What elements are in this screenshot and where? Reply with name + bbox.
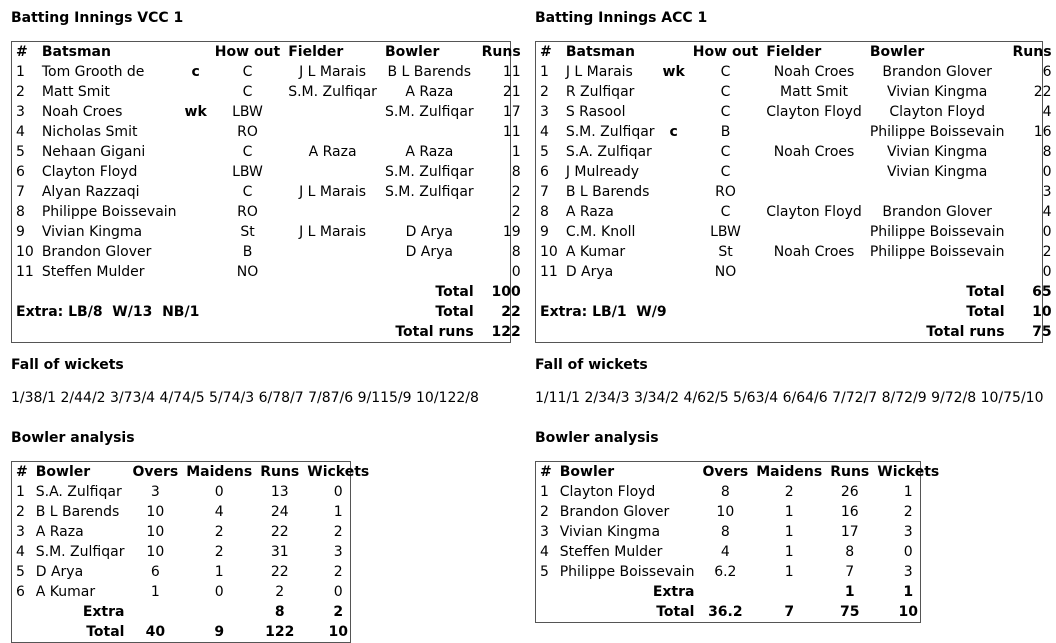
batting-row xyxy=(12,62,525,82)
bowler: Clayton Floyd xyxy=(889,104,985,120)
batting-extras-row: Extra: LB/1 W/9 Total 10 xyxy=(540,304,1052,320)
wickets: 1 xyxy=(903,484,913,500)
fielder: J L Marais xyxy=(299,64,367,80)
runs: 8 xyxy=(511,164,521,180)
batsman-role xyxy=(659,162,689,182)
how-out: C xyxy=(242,184,253,200)
how-out: C xyxy=(720,204,731,220)
how-out: NO xyxy=(236,264,259,280)
wickets: 3 xyxy=(903,524,913,540)
batsman-number: 3 xyxy=(540,104,549,120)
batsman-number: 6 xyxy=(16,164,25,180)
batsman-number: 11 xyxy=(16,264,34,280)
batting-row xyxy=(536,82,1056,102)
bowling-row xyxy=(12,502,373,522)
runs: 1 xyxy=(511,144,521,160)
bowler-name: A Raza xyxy=(35,524,84,540)
batsman-role xyxy=(659,82,689,102)
maidens: 0 xyxy=(214,484,224,500)
batsman-role xyxy=(659,242,689,262)
runs-conceded: 26 xyxy=(840,484,859,500)
batsman-name: S.A. Zulfiqar xyxy=(565,144,652,160)
batting-row xyxy=(536,162,1056,182)
bowler: S.M. Zulfiqar xyxy=(384,184,474,200)
bowling-table-box xyxy=(11,461,370,643)
fielder: Noah Croes xyxy=(773,244,855,260)
runs: 2 xyxy=(1042,244,1052,260)
fielder: Clayton Floyd xyxy=(766,104,862,120)
bowling-total-row: Total 40 9 122 10 xyxy=(86,624,348,640)
batsman-name: Matt Smit xyxy=(41,84,110,100)
bowling-table-box xyxy=(535,461,940,623)
maidens: 1 xyxy=(214,564,224,580)
bowler-name: S.A. Zulfiqar xyxy=(35,484,122,500)
fielder: J L Marais xyxy=(299,184,367,200)
runs-conceded: 8 xyxy=(845,544,855,560)
batting-table xyxy=(536,42,1056,342)
batsman-name: J L Marais xyxy=(565,64,633,80)
overs: 3 xyxy=(150,484,160,500)
batsman-name: A Kumar xyxy=(565,244,626,260)
bowling-table xyxy=(12,462,373,642)
bowler xyxy=(381,262,478,282)
bowling-header-row: # Bowler Overs Maidens Runs Wickets xyxy=(540,464,940,480)
maidens: 1 xyxy=(784,504,794,520)
how-out: LBW xyxy=(232,104,263,120)
batsman-name: S Rasool xyxy=(565,104,626,120)
batsman-role: wk xyxy=(184,104,207,120)
runs-conceded: 22 xyxy=(270,524,289,540)
bowler xyxy=(381,202,478,222)
batsman-number: 10 xyxy=(540,244,558,260)
bowling-table xyxy=(536,462,943,622)
batsman-name: S.M. Zulfiqar xyxy=(565,124,655,140)
bowler: B L Barends xyxy=(387,64,472,80)
fow-text: 1/11/1 2/34/3 3/34/2 4/62/5 5/63/4 6/64/6 7/72/7 8/72/9 9/72/8 10/75/10 xyxy=(535,390,1044,406)
overs: 8 xyxy=(720,484,730,500)
bowler: D Arya xyxy=(405,244,454,260)
bowler-number: 4 xyxy=(540,544,549,560)
bowler: Brandon Glover xyxy=(882,204,992,220)
batsman-role xyxy=(181,122,211,142)
batting-extras-row: Extra: LB/8 W/13 NB/1 Total 22 xyxy=(16,304,521,320)
how-out: C xyxy=(720,64,731,80)
batsman-name: Clayton Floyd xyxy=(41,164,138,180)
fielder xyxy=(762,182,866,202)
runs: 22 xyxy=(1033,84,1052,100)
batting-row xyxy=(536,142,1056,162)
how-out: St xyxy=(240,224,255,240)
runs: 16 xyxy=(1033,124,1052,140)
batsman-number: 3 xyxy=(16,104,25,120)
how-out: B xyxy=(242,244,253,260)
wickets: 0 xyxy=(333,484,343,500)
bowler-name: Steffen Mulder xyxy=(559,544,663,560)
batsman-name: Philippe Boissevain xyxy=(41,204,177,220)
runs: 8 xyxy=(511,244,521,260)
batting-total-runs-row: Total runs 75 xyxy=(926,324,1052,340)
runs: 21 xyxy=(502,84,521,100)
fielder xyxy=(762,222,866,242)
batting-row xyxy=(536,62,1056,82)
batting-row xyxy=(12,242,525,262)
fielder xyxy=(762,262,866,282)
bowling-title: Bowler analysis xyxy=(535,430,659,446)
batsman-role xyxy=(181,242,211,262)
how-out: St xyxy=(718,244,733,260)
batting-row xyxy=(12,122,525,142)
runs: 0 xyxy=(1042,224,1052,240)
batsman-number: 10 xyxy=(16,244,34,260)
overs: 10 xyxy=(146,504,165,520)
how-out: RO xyxy=(715,184,736,200)
batsman-number: 5 xyxy=(540,144,549,160)
runs: 0 xyxy=(1042,264,1052,280)
batsman-number: 4 xyxy=(16,124,25,140)
batsman-number: 2 xyxy=(540,84,549,100)
bowler: Vivian Kingma xyxy=(887,164,988,180)
fielder xyxy=(284,122,381,142)
overs: 4 xyxy=(720,544,730,560)
batsman-role xyxy=(659,262,689,282)
wickets: 3 xyxy=(903,564,913,580)
batting-row xyxy=(536,242,1056,262)
batting-row xyxy=(536,182,1056,202)
maidens: 4 xyxy=(214,504,224,520)
runs-conceded: 17 xyxy=(840,524,859,540)
batsman-role xyxy=(181,202,211,222)
maidens: 2 xyxy=(214,524,224,540)
runs-conceded: 22 xyxy=(270,564,289,580)
runs-conceded: 2 xyxy=(275,584,285,600)
batsman-name: Steffen Mulder xyxy=(41,264,145,280)
batting-row xyxy=(12,102,525,122)
bowler: Vivian Kingma xyxy=(887,144,988,160)
batting-total-runs-row: Total runs 122 xyxy=(395,324,521,340)
bowler: A Raza xyxy=(405,84,454,100)
bowler-name: Brandon Glover xyxy=(559,504,670,520)
batsman-role xyxy=(181,142,211,162)
how-out: C xyxy=(242,144,253,160)
batsman-role xyxy=(659,202,689,222)
batsman-name: J Mulready xyxy=(565,164,640,180)
bowler-number: 5 xyxy=(540,564,549,580)
batsman-role xyxy=(181,182,211,202)
wickets: 3 xyxy=(333,544,343,560)
batsman-name: Nicholas Smit xyxy=(41,124,138,140)
bowler: Philippe Boissevain xyxy=(869,224,1005,240)
batsman-role: c xyxy=(669,124,678,140)
batting-title: Batting Innings VCC 1 xyxy=(11,10,184,26)
maidens: 0 xyxy=(214,584,224,600)
maidens: 1 xyxy=(784,544,794,560)
batsman-role xyxy=(181,262,211,282)
bowling-total-row: Total 36.2 7 75 10 xyxy=(656,604,918,620)
batting-table xyxy=(12,42,525,342)
overs: 10 xyxy=(716,504,735,520)
batsman-name: Nehaan Gigani xyxy=(41,144,146,160)
batsman-name: C.M. Knoll xyxy=(565,224,636,240)
fielder xyxy=(284,262,381,282)
runs: 19 xyxy=(502,224,521,240)
batting-table-box xyxy=(535,41,1052,343)
bowler: Vivian Kingma xyxy=(887,84,988,100)
batsman-number: 4 xyxy=(540,124,549,140)
batting-table-box xyxy=(11,41,521,343)
fielder xyxy=(284,102,381,122)
fielder: S.M. Zulfiqar xyxy=(288,84,377,100)
bowler-name: Clayton Floyd xyxy=(559,484,656,500)
bowling-row xyxy=(536,562,943,582)
batsman-name: R Zulfiqar xyxy=(565,84,635,100)
bowling-row xyxy=(12,482,373,502)
bowler-number: 4 xyxy=(16,544,25,560)
batsman-number: 7 xyxy=(540,184,549,200)
batting-header-row: # Batsman How out Fielder Bowler Runs xyxy=(540,44,1052,60)
batsman-role xyxy=(181,222,211,242)
runs: 3 xyxy=(1042,184,1052,200)
fielder: Noah Croes xyxy=(773,64,855,80)
runs: 4 xyxy=(1042,104,1052,120)
runs: 0 xyxy=(1042,164,1052,180)
batsman-number: 11 xyxy=(540,264,558,280)
batting-row xyxy=(536,262,1056,282)
how-out: C xyxy=(720,104,731,120)
bowler: S.M. Zulfiqar xyxy=(384,104,474,120)
fielder xyxy=(284,162,381,182)
batsman-role xyxy=(181,82,211,102)
bowler-name: Philippe Boissevain xyxy=(559,564,695,580)
batsman-name: A Raza xyxy=(565,204,614,220)
batting-row xyxy=(536,122,1056,142)
bowler: Philippe Boissevain xyxy=(869,124,1005,140)
batting-row xyxy=(12,162,525,182)
batsman-role: wk xyxy=(662,64,685,80)
batsman-number: 2 xyxy=(16,84,25,100)
how-out: NO xyxy=(714,264,737,280)
bowling-row xyxy=(536,522,943,542)
runs: 2 xyxy=(511,204,521,220)
bowler-number: 6 xyxy=(16,584,25,600)
how-out: LBW xyxy=(710,224,741,240)
batsman-name: D Arya xyxy=(565,264,614,280)
bowling-row xyxy=(12,542,373,562)
bowler xyxy=(381,122,478,142)
runs-conceded: 13 xyxy=(270,484,289,500)
batsman-name: B L Barends xyxy=(565,184,650,200)
bowler-number: 3 xyxy=(16,524,25,540)
fow-title: Fall of wickets xyxy=(11,357,124,373)
batting-title: Batting Innings ACC 1 xyxy=(535,10,708,26)
batsman-role: c xyxy=(191,64,200,80)
runs: 4 xyxy=(1042,204,1052,220)
bowler-name: B L Barends xyxy=(35,504,120,520)
batsman-number: 9 xyxy=(16,224,25,240)
bowling-row xyxy=(536,482,943,502)
batsman-number: 6 xyxy=(540,164,549,180)
fielder xyxy=(762,122,866,142)
batting-total-row: Total 100 xyxy=(435,284,521,300)
how-out: C xyxy=(242,84,253,100)
runs: 0 xyxy=(511,264,521,280)
fielder: J L Marais xyxy=(299,224,367,240)
bowler-number: 3 xyxy=(540,524,549,540)
batsman-number: 8 xyxy=(540,204,549,220)
overs: 8 xyxy=(720,524,730,540)
bowler-number: 2 xyxy=(540,504,549,520)
bowling-row xyxy=(536,542,943,562)
batting-row xyxy=(12,142,525,162)
fielder xyxy=(284,202,381,222)
bowling-row xyxy=(12,522,373,542)
how-out: RO xyxy=(237,204,258,220)
batsman-name: Brandon Glover xyxy=(41,244,152,260)
bowling-extra-row: Extra 1 1 xyxy=(652,584,914,600)
how-out: C xyxy=(720,144,731,160)
bowling-title: Bowler analysis xyxy=(11,430,135,446)
bowler: D Arya xyxy=(405,224,454,240)
batsman-number: 8 xyxy=(16,204,25,220)
maidens: 1 xyxy=(784,564,794,580)
batting-row xyxy=(536,102,1056,122)
wickets: 2 xyxy=(333,564,343,580)
how-out: LBW xyxy=(232,164,263,180)
batting-row xyxy=(12,262,525,282)
batsman-role xyxy=(181,162,211,182)
bowler-number: 2 xyxy=(16,504,25,520)
runs: 17 xyxy=(502,104,521,120)
bowler: Brandon Glover xyxy=(882,64,992,80)
batsman-role xyxy=(659,182,689,202)
runs: 2 xyxy=(511,184,521,200)
batting-row xyxy=(12,222,525,242)
batting-row xyxy=(12,202,525,222)
how-out: C xyxy=(242,64,253,80)
batsman-name: Tom Grooth de xyxy=(41,64,145,80)
bowler-name: S.M. Zulfiqar xyxy=(35,544,125,560)
batsman-name: Alyan Razzaqi xyxy=(41,184,140,200)
bowler: A Raza xyxy=(405,144,454,160)
bowler-number: 5 xyxy=(16,564,25,580)
overs: 6.2 xyxy=(714,564,737,580)
fielder: A Raza xyxy=(308,144,357,160)
bowler: S.M. Zulfiqar xyxy=(384,164,474,180)
batsman-number: 5 xyxy=(16,144,25,160)
maidens: 2 xyxy=(214,544,224,560)
batsman-role xyxy=(659,142,689,162)
how-out: C xyxy=(720,84,731,100)
fow-title: Fall of wickets xyxy=(535,357,648,373)
bowler xyxy=(866,262,1009,282)
batting-header-row: # Batsman How out Fielder Bowler Runs xyxy=(16,44,521,60)
how-out: RO xyxy=(237,124,258,140)
bowler-name: D Arya xyxy=(35,564,84,580)
fielder: Clayton Floyd xyxy=(766,204,862,220)
batsman-role xyxy=(659,222,689,242)
batsman-number: 1 xyxy=(540,64,549,80)
bowler xyxy=(866,182,1009,202)
runs: 8 xyxy=(1042,144,1052,160)
batting-row xyxy=(12,182,525,202)
bowling-extra-row: Extra 8 2 xyxy=(82,604,344,620)
fielder xyxy=(762,162,866,182)
batting-row xyxy=(12,82,525,102)
batsman-name: Vivian Kingma xyxy=(41,224,143,240)
wickets: 0 xyxy=(333,584,343,600)
batting-row xyxy=(536,202,1056,222)
fielder: Matt Smit xyxy=(780,84,849,100)
wickets: 2 xyxy=(903,504,913,520)
runs: 11 xyxy=(502,124,521,140)
bowling-header-row: # Bowler Overs Maidens Runs Wickets xyxy=(16,464,370,480)
bowler-name: A Kumar xyxy=(35,584,96,600)
bowler: Philippe Boissevain xyxy=(869,244,1005,260)
batsman-number: 7 xyxy=(16,184,25,200)
fielder xyxy=(284,242,381,262)
batsman-number: 9 xyxy=(540,224,549,240)
runs-conceded: 31 xyxy=(270,544,289,560)
overs: 10 xyxy=(146,524,165,540)
batting-row xyxy=(536,222,1056,242)
batsman-number: 1 xyxy=(16,64,25,80)
how-out: B xyxy=(720,124,731,140)
overs: 10 xyxy=(146,544,165,560)
bowling-row xyxy=(12,582,373,602)
wickets: 1 xyxy=(333,504,343,520)
overs: 1 xyxy=(150,584,160,600)
runs-conceded: 24 xyxy=(270,504,289,520)
runs-conceded: 7 xyxy=(845,564,855,580)
batsman-name: Noah Croes xyxy=(41,104,123,120)
batsman-role xyxy=(659,102,689,122)
maidens: 1 xyxy=(784,524,794,540)
bowling-row xyxy=(536,502,943,522)
how-out: C xyxy=(720,164,731,180)
bowling-row xyxy=(12,562,373,582)
runs: 6 xyxy=(1042,64,1052,80)
bowler-number: 1 xyxy=(540,484,549,500)
batting-total-row: Total 65 xyxy=(966,284,1052,300)
wickets: 2 xyxy=(333,524,343,540)
fielder: Noah Croes xyxy=(773,144,855,160)
bowler-number: 1 xyxy=(16,484,25,500)
wickets: 0 xyxy=(903,544,913,560)
runs-conceded: 16 xyxy=(840,504,859,520)
maidens: 2 xyxy=(784,484,794,500)
fow-text: 1/38/1 2/44/2 3/73/4 4/74/5 5/74/3 6/78/7 7/87/6 9/115/9 10/122/8 xyxy=(11,390,479,406)
bowler-name: Vivian Kingma xyxy=(559,524,661,540)
runs: 11 xyxy=(502,64,521,80)
overs: 6 xyxy=(150,564,160,580)
